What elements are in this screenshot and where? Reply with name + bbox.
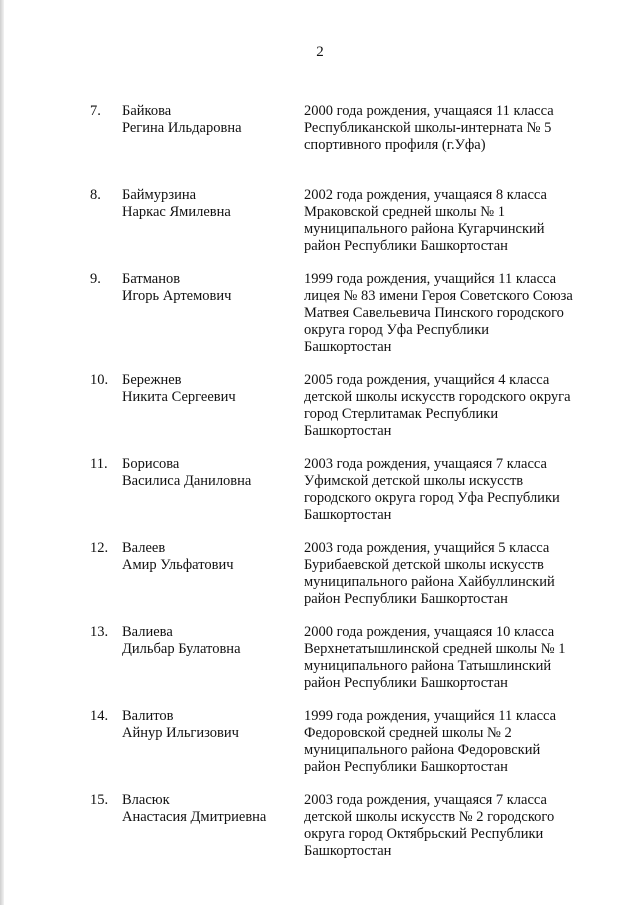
description-line: Мраковской средней школы № 1 — [304, 204, 506, 220]
surname: Батманов — [122, 271, 181, 287]
description-line: муниципального района Федоровский — [304, 742, 541, 758]
description-line: детской школы искусств городского округа — [304, 389, 571, 405]
person-name — [122, 372, 292, 406]
description-line: спортивного профиля (г.Уфа) — [304, 137, 486, 153]
description-line: район Республики Башкортостан — [304, 675, 508, 691]
surname: Бережнев — [122, 372, 182, 388]
surname: Баймурзина — [122, 187, 197, 203]
list-entry — [0, 271, 640, 372]
person-description — [304, 456, 604, 524]
description-line: город Стерлитамак Республики — [304, 406, 499, 422]
award-list — [0, 103, 640, 876]
list-entry — [0, 624, 640, 708]
list-entry — [0, 540, 640, 624]
person-name — [122, 187, 292, 221]
person-name — [122, 792, 292, 826]
given-names: Анастасия Дмитриевна — [122, 809, 267, 825]
entry-number: 9. — [90, 271, 101, 287]
list-entry — [0, 372, 640, 456]
surname: Байкова — [122, 103, 172, 119]
description-line: район Республики Башкортостан — [304, 759, 508, 775]
person-description — [304, 540, 604, 608]
person-description — [304, 792, 604, 860]
description-line: 2003 года рождения, учащаяся 7 класса — [304, 456, 547, 472]
description-line: муниципального района Хайбуллинский — [304, 574, 555, 590]
list-entry — [0, 103, 640, 187]
list-entry — [0, 792, 640, 876]
description-line: 2000 года рождения, учащаяся 11 класса — [304, 103, 554, 119]
entry-number: 15. — [90, 792, 109, 808]
surname: Борисова — [122, 456, 180, 472]
description-line: Уфимской детской школы искусств — [304, 473, 524, 489]
entry-number: 10. — [90, 372, 109, 388]
given-names: Амир Ульфатович — [122, 557, 234, 573]
description-line: Башкортостан — [304, 843, 392, 859]
description-line: Верхнетатышлинской средней школы № 1 — [304, 641, 566, 657]
surname: Валеев — [122, 540, 166, 556]
description-line: Матвея Савельевича Пинского городского — [304, 305, 564, 321]
given-names: Айнур Ильгизович — [122, 725, 239, 741]
description-line: 2005 года рождения, учащийся 4 класса — [304, 372, 550, 388]
person-name — [122, 456, 292, 490]
description-line: район Республики Башкортостан — [304, 591, 508, 607]
entry-number: 8. — [90, 187, 101, 203]
description-line: 2002 года рождения, учащаяся 8 класса — [304, 187, 547, 203]
list-entry — [0, 187, 640, 271]
person-description — [304, 708, 604, 776]
description-line: лицея № 83 имени Героя Советского Союза — [304, 288, 573, 304]
description-line: детской школы искусств № 2 городского — [304, 809, 555, 825]
description-line: 2003 года рождения, учащаяся 7 класса — [304, 792, 547, 808]
description-line: район Республики Башкортостан — [304, 238, 508, 254]
person-description — [304, 372, 604, 440]
description-line: Федоровской средней школы № 2 — [304, 725, 512, 741]
entry-number: 11. — [90, 456, 108, 472]
person-name — [122, 271, 292, 305]
given-names: Дильбар Булатовна — [122, 641, 241, 657]
person-name — [122, 540, 292, 574]
description-line: Бурибаевской детской школы искусств — [304, 557, 544, 573]
given-names: Никита Сергеевич — [122, 389, 236, 405]
description-line: муниципального района Татышлинский — [304, 658, 552, 674]
given-names: Наркас Ямилевна — [122, 204, 231, 220]
description-line: городского округа город Уфа Республики — [304, 490, 560, 506]
given-names: Игорь Артемович — [122, 288, 232, 304]
given-names: Регина Ильдаровна — [122, 120, 242, 136]
person-name — [122, 708, 292, 742]
description-line: Башкортостан — [304, 507, 392, 523]
description-line: 2000 года рождения, учащаяся 10 класса — [304, 624, 555, 640]
person-name — [122, 103, 292, 137]
entry-number: 7. — [90, 103, 101, 119]
entry-number: 12. — [90, 540, 109, 556]
list-entry — [0, 708, 640, 792]
entry-number: 14. — [90, 708, 109, 724]
description-line: 1999 года рождения, учащийся 11 класса — [304, 708, 557, 724]
list-entry — [0, 456, 640, 540]
description-line: 1999 года рождения, учащийся 11 класса — [304, 271, 557, 287]
description-line: Башкортостан — [304, 339, 392, 355]
description-line: округа город Октябрьский Республики — [304, 826, 544, 842]
person-description — [304, 624, 604, 692]
person-name — [122, 624, 292, 658]
description-line: Республиканской школы-интерната № 5 — [304, 120, 552, 136]
given-names: Василиса Даниловна — [122, 473, 252, 489]
page-number: 2 — [316, 44, 324, 60]
surname: Валиева — [122, 624, 173, 640]
person-description — [304, 103, 604, 154]
description-line: округа город Уфа Республики — [304, 322, 489, 338]
surname: Власюк — [122, 792, 170, 808]
description-line: Башкортостан — [304, 423, 392, 439]
person-description — [304, 271, 604, 356]
person-description — [304, 187, 604, 255]
entry-number: 13. — [90, 624, 109, 640]
surname: Валитов — [122, 708, 174, 724]
description-line: 2003 года рождения, учащийся 5 класса — [304, 540, 550, 556]
description-line: муниципального района Кугарчинский — [304, 221, 545, 237]
